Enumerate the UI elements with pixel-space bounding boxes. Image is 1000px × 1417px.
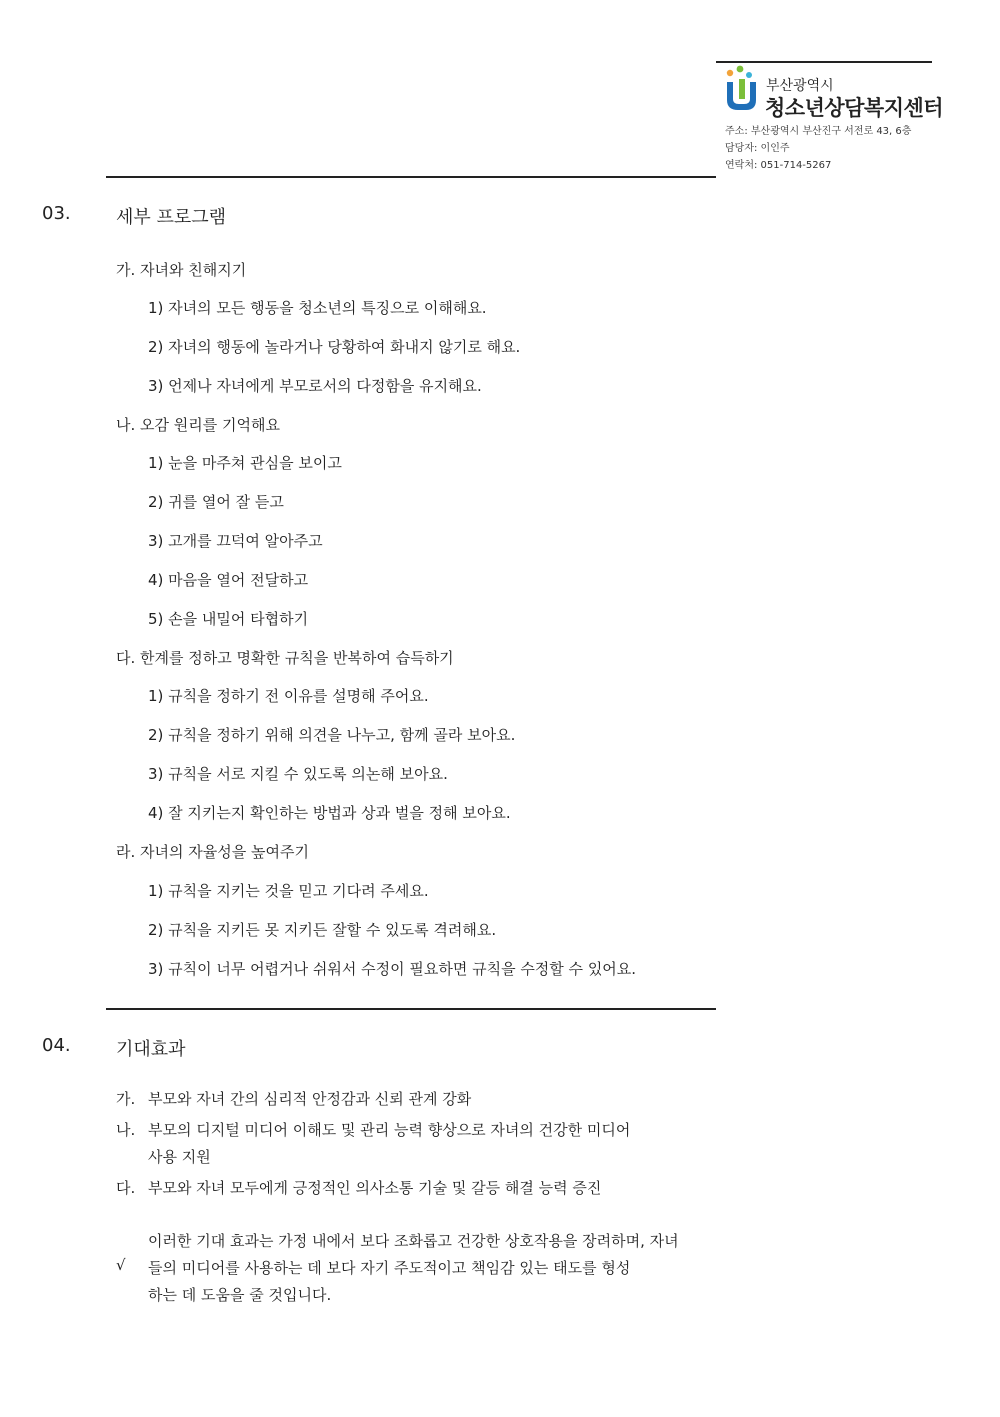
closing-line: 들의 미디어를 사용하는 데 보다 자기 주도적이고 책임감 있는 태도를 형성	[148, 1259, 631, 1277]
effect-item-text: 부모와 자녀 모두에게 긍정적인 의사소통 기술 및 갈등 해결 능력 증진	[148, 1179, 602, 1197]
section-divider	[106, 176, 716, 178]
list-item: 2) 규칙을 정하기 위해 의견을 나누고, 함께 골라 보아요.	[148, 726, 516, 744]
effect-item-mark: 다.	[116, 1179, 136, 1197]
list-item: 3) 고개를 끄덕여 알아주고	[148, 532, 323, 550]
effect-item-text: 부모와 자녀 간의 심리적 안정감과 신뢰 관계 강화	[148, 1090, 472, 1108]
closing-line: 하는 데 도움을 줄 것입니다.	[148, 1286, 332, 1304]
center-logo-icon	[722, 64, 762, 116]
effect-item	[116, 1086, 716, 1113]
effect-item-mark: 나.	[116, 1121, 136, 1139]
header-top-rule	[716, 61, 932, 63]
list-item: 2) 자녀의 행동에 놀라거나 당황하여 화내지 않기로 해요.	[148, 338, 521, 356]
contact-text: 연락처: 051-714-5267	[725, 160, 832, 171]
check-icon: √	[116, 1256, 126, 1274]
section-number: 03.	[42, 203, 71, 224]
section-number: 04.	[42, 1035, 71, 1056]
effect-item-text: 사용 지원	[148, 1148, 211, 1166]
group-heading: 나. 오감 원리를 기억해요	[116, 416, 280, 434]
list-item: 4) 잘 지키는지 확인하는 방법과 상과 벌을 정해 보아요.	[148, 804, 511, 822]
list-item: 1) 자녀의 모든 행동을 청소년의 특징으로 이해해요.	[148, 299, 487, 317]
org-name: 청소년상담복지센터	[765, 96, 944, 120]
list-item: 1) 규칙을 지키는 것을 믿고 기다려 주세요.	[148, 882, 429, 900]
closing-line: 이러한 기대 효과는 가정 내에서 보다 조화롭고 건강한 상호작용을 장려하며, 자녀	[148, 1232, 679, 1250]
section-divider	[106, 1008, 716, 1010]
group-heading: 다. 한계를 정하고 명확한 규칙을 반복하여 습득하기	[116, 649, 454, 667]
list-item: 3) 규칙을 서로 지킬 수 있도록 의논해 보아요.	[148, 765, 448, 783]
list-item: 3) 언제나 자녀에게 부모로서의 다정함을 유지해요.	[148, 377, 482, 395]
effect-item-mark: 가.	[116, 1090, 136, 1108]
list-item: 3) 규칙이 너무 어렵거나 쉬워서 수정이 필요하면 규칙을 수정할 수 있어요.	[148, 960, 637, 978]
effect-item-text: 부모의 디지털 미디어 이해도 및 관리 능력 향상으로 자녀의 건강한 미디어	[148, 1121, 631, 1139]
org-sub-name: 부산광역시	[766, 78, 834, 94]
list-item: 1) 규칙을 정하기 전 이유를 설명해 주어요.	[148, 687, 429, 705]
list-item: 1) 눈을 마주쳐 관심을 보이고	[148, 454, 342, 472]
manager-text: 담당자: 이인주	[725, 143, 790, 154]
list-item: 2) 규칙을 지키든 못 지키든 잘할 수 있도록 격려해요.	[148, 921, 497, 939]
list-item: 2) 귀를 열어 잘 듣고	[148, 493, 284, 511]
address-text: 주소: 부산광역시 부산진구 서전로 43, 6층	[725, 126, 912, 137]
closing-paragraph	[148, 1228, 716, 1309]
group-heading: 라. 자녀의 자율성을 높여주기	[116, 843, 309, 861]
group-heading: 가. 자녀와 친해지기	[116, 261, 247, 279]
effect-item	[116, 1117, 716, 1171]
list-item: 4) 마음을 열어 전달하고	[148, 571, 309, 589]
section-title: 세부 프로그램	[116, 207, 227, 228]
effect-item	[116, 1175, 716, 1202]
section-title: 기대효과	[116, 1039, 186, 1060]
list-item: 5) 손을 내밀어 타협하기	[148, 610, 309, 628]
